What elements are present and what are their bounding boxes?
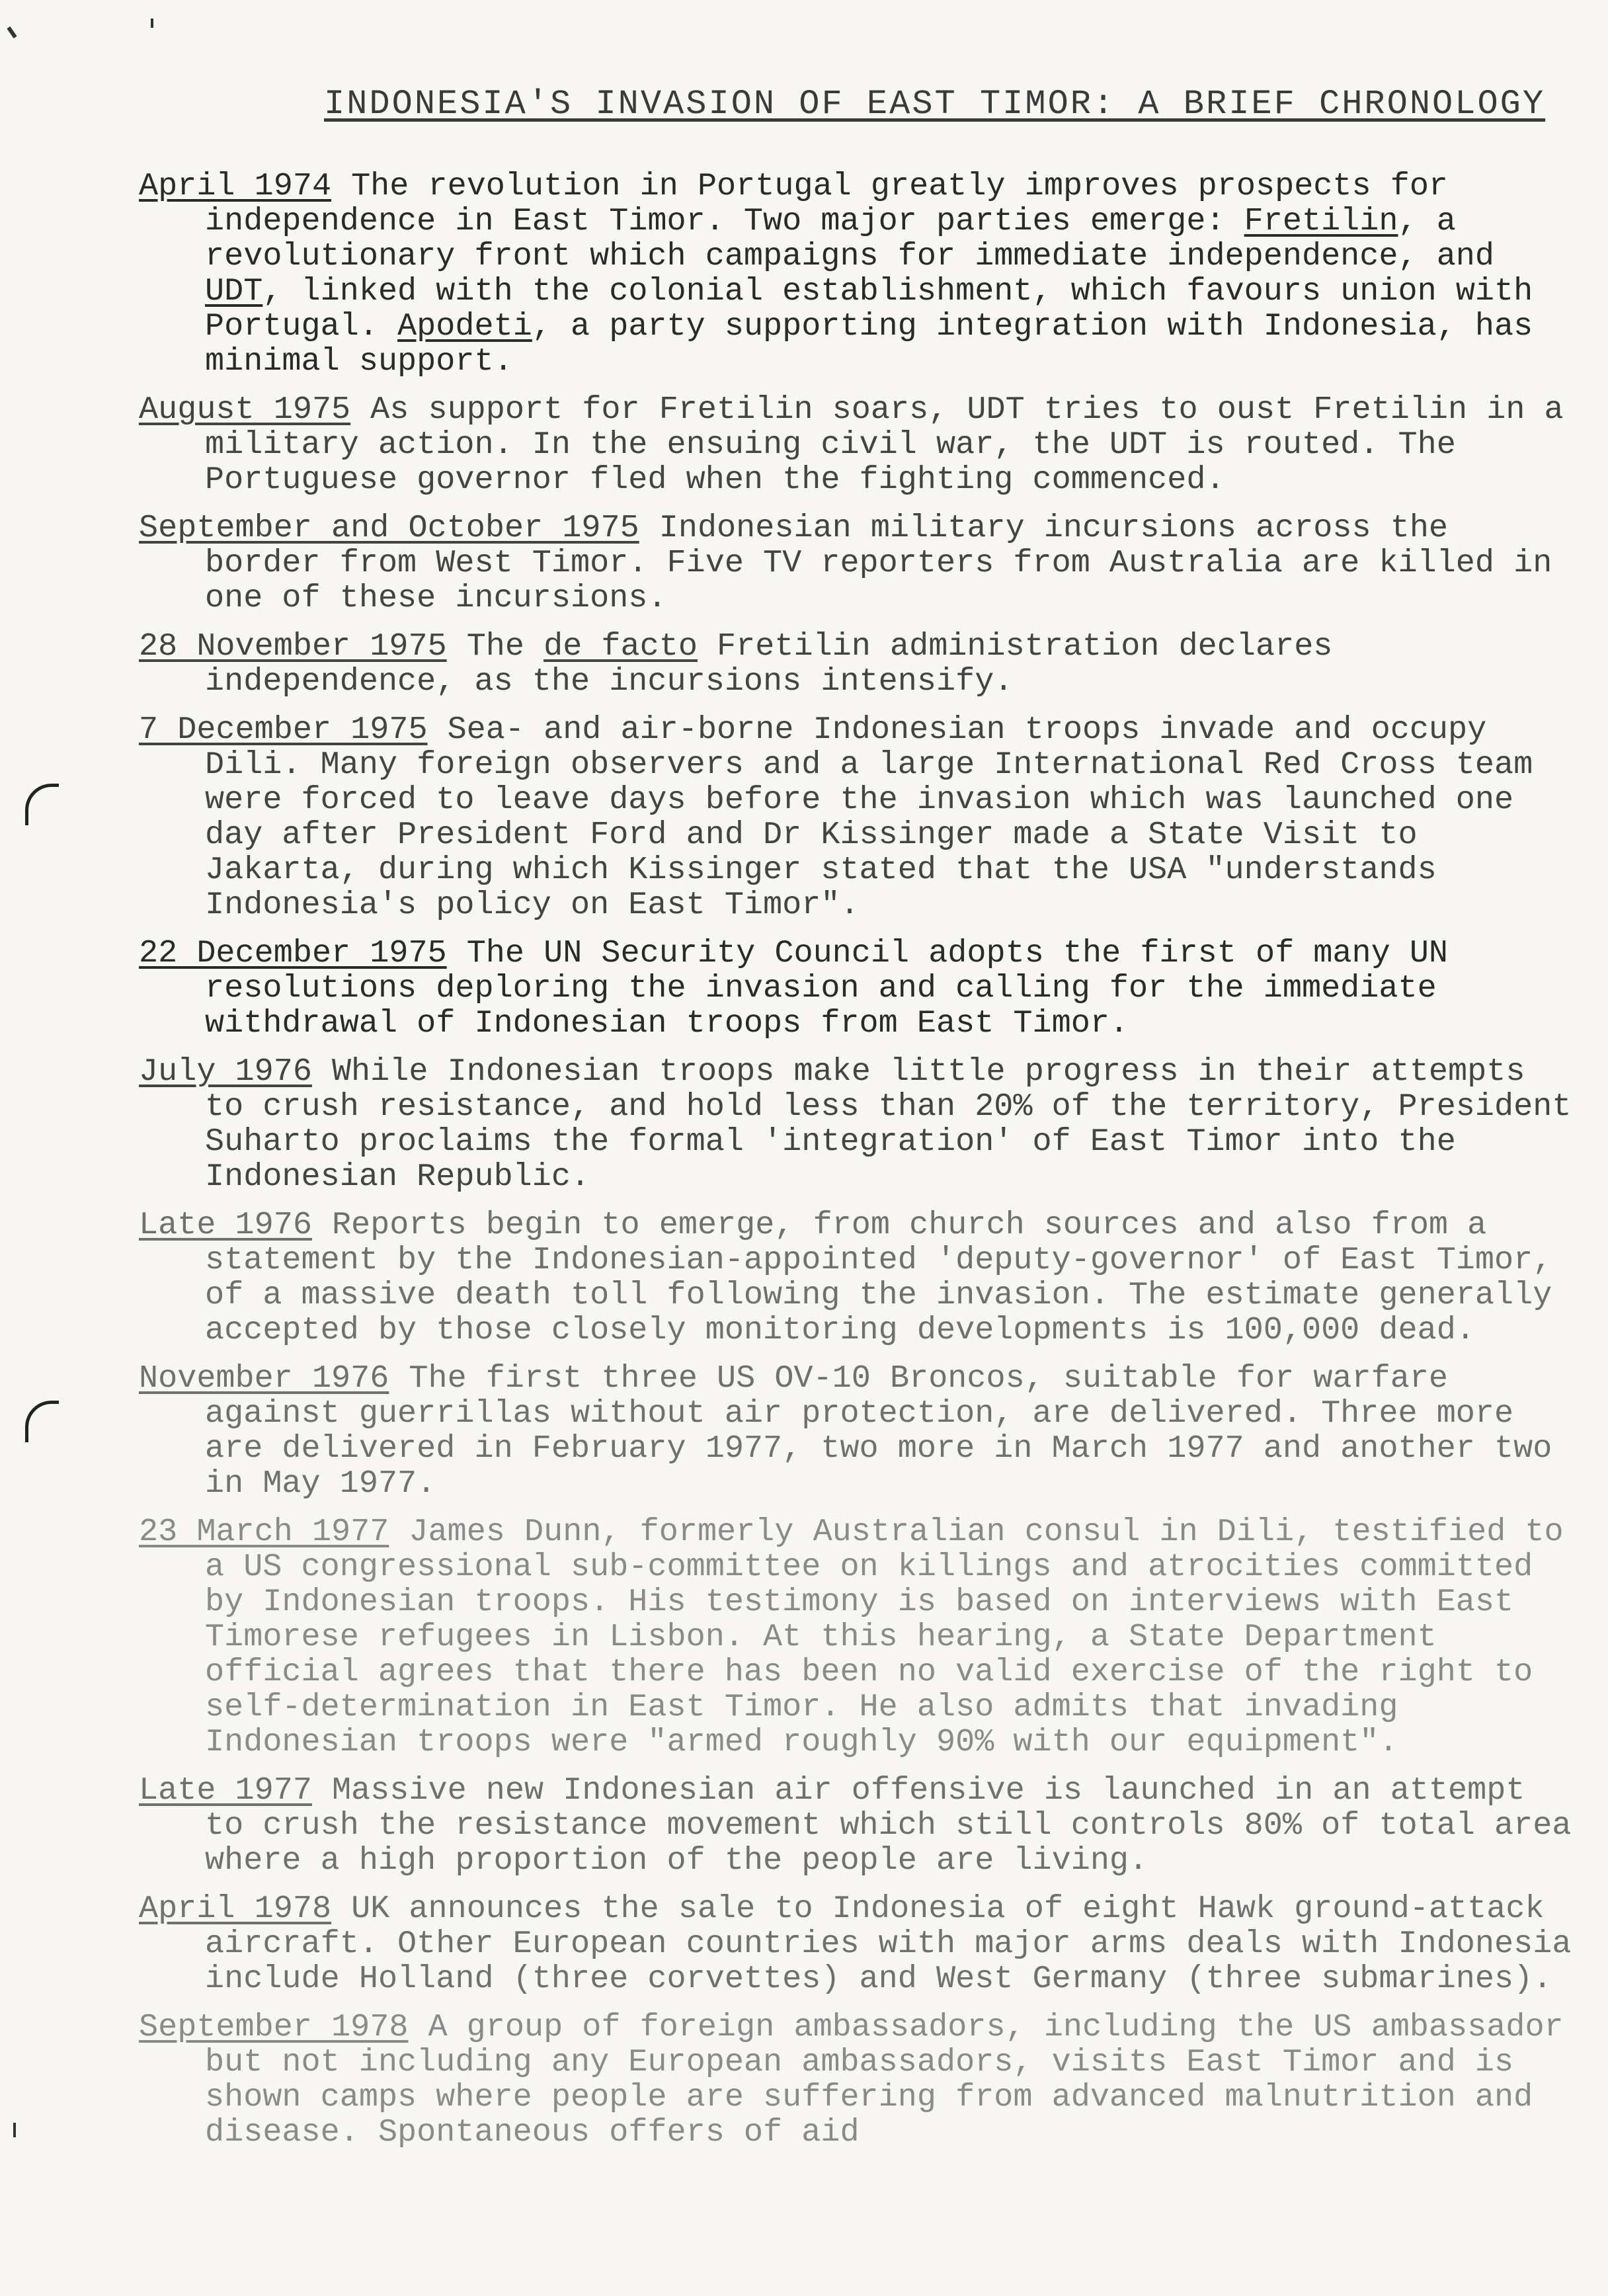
chronology-entry	[139, 936, 1574, 1041]
chronology-list	[139, 169, 1574, 2163]
underlined-term: Apodeti	[397, 308, 532, 345]
entry-text	[139, 936, 1574, 1041]
entry-body-text: Reports begin to emerge, from church sources and also from a statement by the Indonesian-appointed 'deputy-governor' of East Timor, of a massive death toll following the invasion. The estimate generally accepted by those closely monitoring developments is 100,000 dead.	[205, 1207, 1552, 1348]
margin-scratch-mark	[13, 2123, 16, 2137]
chronology-entry	[139, 511, 1574, 616]
underlined-term: Fretilin	[1244, 203, 1398, 239]
entry-date: July 1976	[139, 1053, 312, 1090]
entry-date: 22 December 1975	[139, 935, 447, 971]
entry-text	[139, 169, 1574, 379]
chronology-entry	[139, 1891, 1574, 1996]
entry-body-text: Indonesian military incursions across the border from West Timor. Five TV reporters from Australia are killed in one of these incursions.	[205, 510, 1552, 616]
entry-date: September 1978	[139, 2009, 409, 2045]
entry-date: April 1978	[139, 1891, 332, 1927]
entry-text	[139, 511, 1574, 616]
entry-body-text: , a revolutionary front which campaigns for immediate independence, and	[205, 203, 1495, 274]
entry-date: Late 1976	[139, 1207, 312, 1243]
chronology-entry	[139, 1054, 1574, 1194]
margin-scratch-mark	[7, 26, 17, 38]
entry-date: November 1976	[139, 1360, 389, 1397]
chronology-entry	[139, 1361, 1574, 1501]
chronology-entry	[139, 2010, 1574, 2150]
underlined-term: UDT	[205, 273, 263, 309]
chronology-entry	[139, 1514, 1574, 1760]
entry-text	[139, 629, 1574, 699]
entry-text	[139, 1361, 1574, 1501]
margin-bracket-mark	[25, 784, 59, 825]
entry-text	[139, 1054, 1574, 1194]
entry-date: April 1974	[139, 168, 332, 204]
entry-date: August 1975	[139, 391, 351, 428]
page-title: INDONESIA'S INVASION OF EAST TIMOR: A BRIEF CHRONOLOGY	[324, 85, 1546, 124]
entry-body-text: UK announces the sale to Indonesia of eight Hawk ground-attack aircraft. Other European countries with major arms deals with Indonesia include Holland (three corvettes) and West Germany (three submarines).	[205, 1891, 1572, 1997]
chronology-entry	[139, 169, 1574, 379]
underlined-term: de facto	[543, 628, 698, 665]
entry-date: September and October 1975	[139, 510, 639, 546]
entry-text	[139, 712, 1574, 922]
margin-scratch-mark	[151, 19, 153, 28]
entry-body-text: , a party supporting integration with Indonesia, has minimal support.	[205, 308, 1533, 380]
chronology-entry	[139, 712, 1574, 922]
entry-body-text: James Dunn, formerly Australian consul in Dili, testified to a US congressional sub-committee on killings and atrocities committed by Indonesian troops. His testimony is based on interviews with East Timorese refugees in Lisbon. At this hearing, a State Department official agrees that there has been no valid exercise of the right to self-determination in East Timor. He also admits that invading Indonesian troops were "armed roughly 90% with our equipment".	[205, 1514, 1564, 1760]
entry-text	[139, 1208, 1574, 1348]
entry-body-text: Massive new Indonesian air offensive is launched in an attempt to crush the resistance movement which still controls 80% of total area where a high proportion of the people are living.	[205, 1772, 1572, 1879]
entry-body-text: Fretilin administration declares independence, as the incursions intensify.	[205, 628, 1333, 700]
chronology-entry	[139, 392, 1574, 497]
entry-body-text: A group of foreign ambassadors, including the US ambassador but not including any European ambassadors, visits East Timor and is shown camps where people are suffering from advanced malnutrition and disease. Spontaneous offers of aid	[205, 2009, 1564, 2151]
entry-date: 23 March 1977	[139, 1514, 389, 1550]
entry-body-text: The UN Security Council adopts the first of many UN resolutions deploring the invasion and calling for the immediate withdrawal of Indonesian troops from East Timor.	[205, 935, 1449, 1042]
entry-date: Late 1977	[139, 1772, 312, 1809]
entry-body-text: While Indonesian troops make little progress in their attempts to crush resistance, and hold less than 20% of the territory, President Suharto proclaims the formal 'integration' of East Timor into the Indonesian Republic.	[205, 1053, 1572, 1195]
chronology-entry	[139, 1208, 1574, 1348]
entry-body-text: The	[466, 628, 544, 665]
entry-body-text: The first three US OV-10 Broncos, suitable for warfare against guerrillas without air protection, are delivered. Three more are delivered in February 1977, two more in March 1977 and another two in May 1977.	[205, 1360, 1552, 1502]
entry-text	[139, 1891, 1574, 1996]
entry-date: 7 December 1975	[139, 712, 428, 748]
entry-text	[139, 1773, 1574, 1878]
entry-text	[139, 392, 1574, 497]
entry-text	[139, 1514, 1574, 1760]
entry-body-text: As support for Fretilin soars, UDT tries to oust Fretilin in a military action. In the ensuing civil war, the UDT is routed. The Portuguese governor fled when the fighting commenced.	[205, 391, 1564, 498]
entry-body-text: Sea- and air-borne Indonesian troops invade and occupy Dili. Many foreign observers and a large International Red Cross team were forced to leave days before the invasion which was launched one day after President Ford and Dr Kissinger made a State Visit to Jakarta, during which Kissinger stated that the USA "understands Indonesia's policy on East Timor".	[205, 712, 1533, 923]
entry-date: 28 November 1975	[139, 628, 447, 665]
entry-text	[139, 2010, 1574, 2150]
chronology-entry	[139, 629, 1574, 699]
chronology-entry	[139, 1773, 1574, 1878]
entry-body-text: The revolution in Portugal greatly improves prospects for independence in East Timor. Two major parties emerge:	[205, 168, 1449, 239]
entry-body-text: , linked with the colonial establishment, which favours union with Portugal.	[205, 273, 1533, 345]
margin-bracket-mark	[25, 1401, 59, 1442]
